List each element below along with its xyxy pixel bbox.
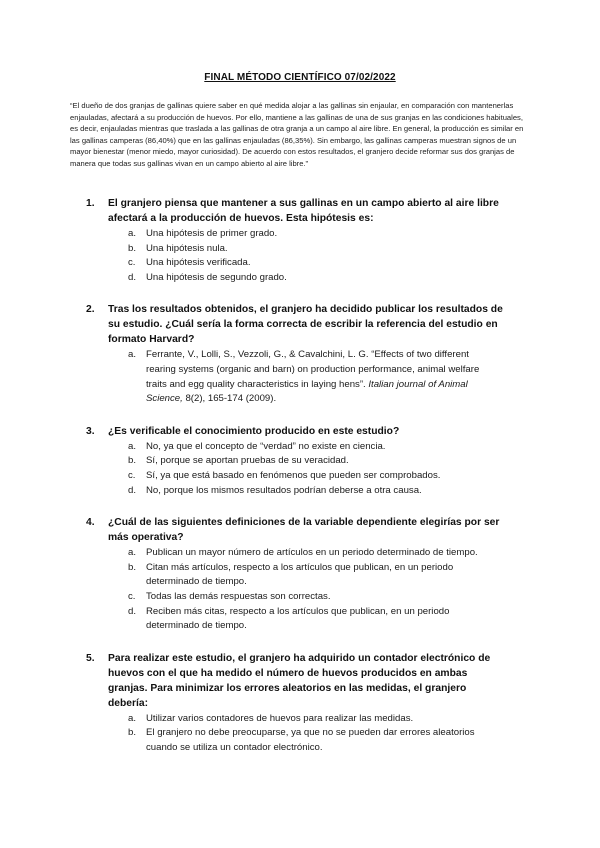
option-letter: b. bbox=[128, 242, 137, 254]
question-text: ¿Es verificable el conocimiento producido en este estudio? bbox=[108, 425, 400, 437]
option-letter: b. bbox=[128, 561, 137, 573]
option-b bbox=[128, 242, 506, 257]
reference-authors-title: Ferrante, V., Lolli, S., Vezzoli, G., & Cavalchini, L. G. “Effects of two different rearing systems (organic and barn) on production performance, animal welfare traits and egg quality characteristics in laying hens”. bbox=[146, 349, 480, 390]
question-2 bbox=[86, 302, 506, 406]
option-letter: d. bbox=[128, 605, 137, 617]
option-letter: a. bbox=[128, 440, 137, 452]
intro-paragraph: “El dueño de dos granjas de gallinas quiere saber en qué medida alojar a las gallinas sin enjaular, en comparación con mantenerlas enjauladas, afectará a su producción de huevos. Por ello, mantiene a las gallinas de una de sus granjas en las condiciones habituales, es decir, enjauladas mientras que traslada a las gallinas de otra granja a un campo al aire libre. En general, la producción es similar en las gallinas camperas (86,40%) que en las gallinas enjauladas (86,35%). Sin embargo, las gallinas camperas muestran signos de un mayor bienestar (menor miedo, mayor curiosidad). De acuerdo con estos resultados, el granjero decide reformar sus dos granjas de manera que todas sus gallinas vivan en un campo abierto al aire libre.” bbox=[70, 101, 524, 168]
option-list bbox=[128, 440, 506, 498]
question-number: 3. bbox=[86, 425, 95, 437]
option-b bbox=[128, 454, 506, 469]
option-letter: b. bbox=[128, 727, 137, 739]
question-list bbox=[86, 196, 506, 772]
question-4 bbox=[86, 515, 506, 634]
option-text: Una hipótesis de segundo grado. bbox=[146, 271, 287, 283]
option-d bbox=[128, 271, 506, 286]
option-text: Sí, ya que está basado en fenómenos que pueden ser comprobados. bbox=[146, 469, 441, 481]
reference-text bbox=[146, 348, 486, 406]
option-b bbox=[128, 726, 506, 755]
question-text: ¿Cuál de las siguientes definiciones de la variable dependiente elegirías por ser más operativa? bbox=[108, 517, 500, 544]
option-letter: a. bbox=[128, 712, 137, 724]
question-number: 5. bbox=[86, 652, 95, 664]
option-text: No, porque los mismos resultados podrían deberse a otra causa. bbox=[146, 484, 422, 496]
option-list bbox=[128, 227, 506, 285]
question-number: 2. bbox=[86, 304, 95, 316]
option-text: Una hipótesis nula. bbox=[146, 242, 228, 254]
option-letter: d. bbox=[128, 484, 137, 496]
option-letter: a. bbox=[128, 547, 137, 559]
option-letter: c. bbox=[128, 590, 136, 602]
question-text: Para realizar este estudio, el granjero ha adquirido un contador electrónico de huevos con el que ha medido el número de huevos producidos en ambas granjas. Para minimizar los errores aleatorios en las medidas, el granjero debería: bbox=[108, 652, 491, 709]
question-number: 1. bbox=[86, 198, 95, 209]
option-list bbox=[128, 348, 506, 406]
option-text: Una hipótesis de primer grado. bbox=[146, 228, 278, 239]
option-a bbox=[128, 348, 506, 406]
option-text: Todas las demás respuestas son correctas. bbox=[146, 590, 331, 602]
question-3 bbox=[86, 424, 506, 498]
page-title: FINAL MÉTODO CIENTÍFICO 07/02/2022 bbox=[204, 72, 396, 83]
option-c bbox=[128, 469, 506, 484]
option-text: El granjero no debe preocuparse, ya que no se pueden dar errores aleatorios cuando se utiliza un contador electrónico. bbox=[146, 727, 475, 753]
option-text: Publican un mayor número de artículos en un periodo determinado de tiempo. bbox=[146, 547, 478, 559]
option-list bbox=[128, 546, 506, 634]
option-letter: a. bbox=[128, 228, 137, 239]
question-number: 4. bbox=[86, 517, 95, 529]
option-a bbox=[128, 227, 506, 242]
question-text: Tras los resultados obtenidos, el granjero ha decidido publicar los resultados de su estudio. ¿Cuál sería la forma correcta de escribir la referencia del estudio en formato Harvard? bbox=[108, 304, 503, 346]
option-text: Sí, porque se aportan pruebas de su veracidad. bbox=[146, 455, 349, 467]
option-letter: d. bbox=[128, 271, 137, 283]
option-letter: c. bbox=[128, 257, 136, 269]
option-d bbox=[128, 484, 506, 499]
option-letter: b. bbox=[128, 455, 137, 467]
option-text: Citan más artículos, respecto a los artículos que publican, en un periodo determinado de tiempo. bbox=[146, 561, 454, 588]
question-1 bbox=[86, 196, 506, 285]
question-text: El granjero piensa que mantener a sus gallinas en un campo abierto al aire libre afectará a la producción de huevos. Esta hipótesis es: bbox=[108, 198, 499, 224]
reference-journal: Italian journal of Animal Science, bbox=[146, 378, 468, 405]
option-a bbox=[128, 546, 506, 561]
option-c bbox=[128, 590, 506, 605]
option-text: Una hipótesis verificada. bbox=[146, 257, 251, 269]
option-c bbox=[128, 256, 506, 271]
question-5 bbox=[86, 651, 506, 756]
option-text: Utilizar varios contadores de huevos para realizar las medidas. bbox=[146, 712, 414, 724]
option-letter: a. bbox=[128, 349, 137, 361]
option-text: No, ya que el concepto de “verdad” no existe en ciencia. bbox=[146, 440, 386, 452]
option-b bbox=[128, 561, 506, 590]
option-list bbox=[128, 712, 506, 756]
option-a bbox=[128, 440, 506, 455]
reference-volume: 8(2), 165-174 (2009). bbox=[182, 393, 277, 405]
option-text: Reciben más citas, respecto a los artículos que publican, en un periodo determinado de tiempo. bbox=[146, 605, 450, 632]
option-letter: c. bbox=[128, 469, 136, 481]
option-d bbox=[128, 605, 506, 634]
option-a bbox=[128, 712, 506, 727]
